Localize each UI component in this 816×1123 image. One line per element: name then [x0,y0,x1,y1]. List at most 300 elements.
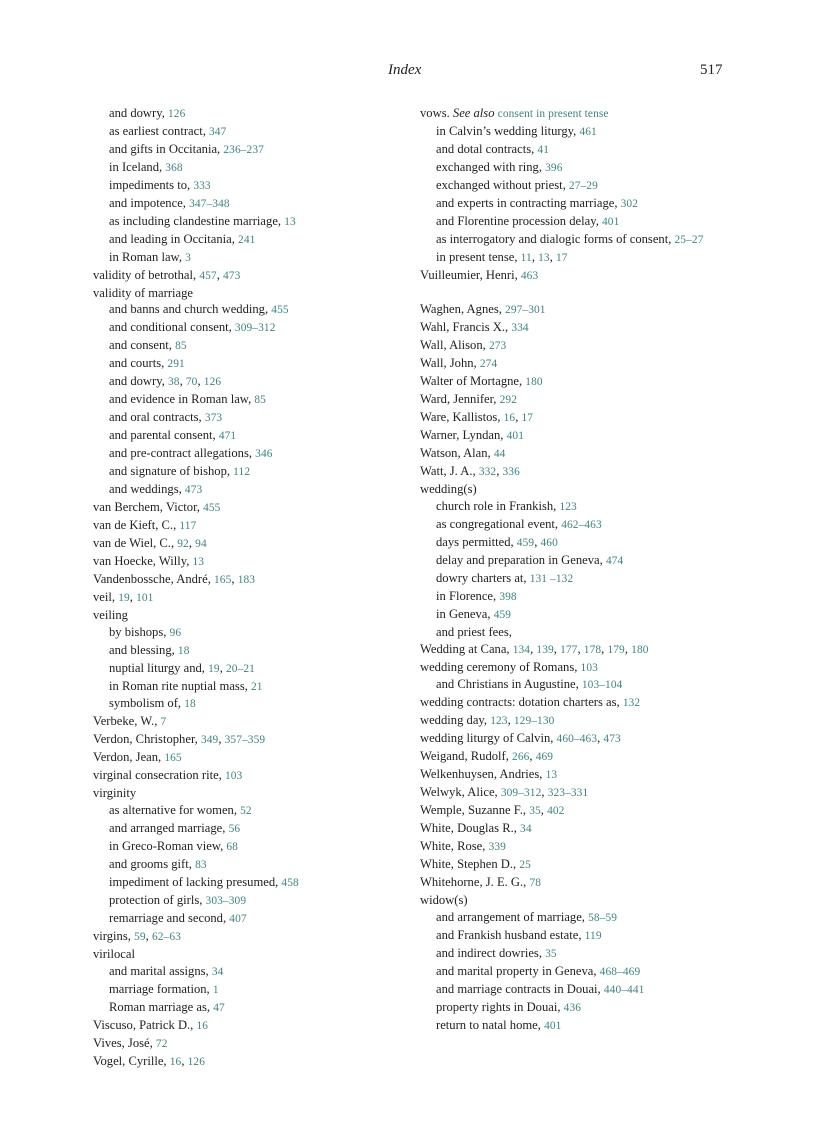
page-reference-link[interactable]: 68 [226,841,238,854]
page-reference-link[interactable]: 129–130 [513,715,555,728]
index-term: and signature of bishop, [109,464,234,479]
index-subentry: days permitted, 459, 460 [436,534,558,549]
index-term: Verbeke, W., [93,714,161,729]
page-reference-link[interactable]: 56 [228,823,241,836]
index-term: wedding(s) [420,482,477,496]
page-reference-link[interactable]: 21 [251,680,263,693]
index-term: exchanged with ring, [436,159,546,174]
page-reference-link[interactable]: 460 [540,536,558,549]
page-reference-link[interactable]: 468–469 [599,965,641,978]
index-entry: Vogel, Cyrille, 16, 126 [93,1053,206,1068]
page-reference-link[interactable]: 119 [584,929,602,942]
index-term: White, Douglas R., [420,821,521,836]
index-term: veil, [93,589,119,604]
index-term: Walter of Mortagne, [420,374,526,389]
index-term: and indirect dowries, [436,945,546,960]
index-term: White, Stephen D., [420,857,520,872]
page-reference-link[interactable]: 459 [516,536,535,549]
index-term: wedding day, [420,713,491,728]
index-term: Wahl, Francis X., [420,320,512,335]
index-subentry [93,301,413,319]
index-entry [420,874,730,892]
page-reference-link[interactable]: 126 [187,1055,206,1068]
page-reference-link[interactable]: 13 [284,215,296,228]
index-term: as alternative for women, [109,803,241,818]
page-reference-link[interactable]: 473 [603,733,621,746]
page-reference-link[interactable]: 103 [580,661,598,674]
page-reference-link[interactable]: 85 [254,394,266,407]
page-reference-link[interactable]: 455 [271,304,289,317]
index-subentry [93,355,413,373]
running-head-title: Index [388,62,422,78]
index-term: wedding liturgy of Calvin, [420,731,557,746]
page-reference-link[interactable]: 323–331 [547,787,589,800]
page-reference-link[interactable]: 473 [223,269,241,282]
index-term: and evidence in Roman law, [109,392,255,407]
page-reference-link[interactable]: 16 [196,1019,209,1032]
index-term: Waghen, Agnes, [420,302,506,317]
page-reference-link[interactable]: 241 [238,233,256,246]
index-entry: veil, 19, 101 [93,589,154,604]
index-term: in Calvin’s wedding liturgy, [436,123,580,138]
page-reference-link[interactable]: 85 [175,340,187,353]
index-entry [420,445,730,463]
index-entry [420,856,730,874]
page-reference-link[interactable]: 18 [184,698,196,711]
page-reference-link[interactable]: 459 [493,608,512,621]
index-term: Wall, John, [420,356,480,371]
page-reference-link[interactable]: 92 [177,537,189,550]
page-reference-link[interactable]: 357–359 [224,734,266,747]
index-subentry [93,802,413,820]
index-term: Welwyk, Alice, [420,785,501,800]
page-reference-link[interactable]: 25 [519,859,531,872]
page-reference-link[interactable]: 302 [620,197,639,210]
index-subentry [93,463,413,481]
page-reference-link[interactable]: 396 [545,161,563,174]
index-entry [93,785,413,802]
page-reference-link[interactable]: 401 [602,215,620,228]
page-reference-link[interactable]: 461 [579,125,597,138]
index-entry [420,659,730,677]
page-reference-link[interactable]: 11 [520,251,532,264]
page-reference-link[interactable]: 18 [177,644,190,657]
page-reference-link[interactable]: 134 [512,643,531,656]
page-reference-link[interactable]: 38 [168,376,180,389]
index-spacer [420,285,730,302]
page-reference-link[interactable]: 47 [213,1001,225,1014]
page-reference-link[interactable]: 72 [155,1037,168,1050]
page-reference-link[interactable]: 180 [525,376,543,389]
page-reference-link[interactable]: 458 [281,876,299,889]
index-term: dowry charters at, [436,570,530,585]
page-reference-link[interactable]: 474 [605,554,624,567]
index-term: as earliest contract, [109,123,209,138]
page-reference-link[interactable]: 179 [607,643,625,656]
page-reference-link[interactable]: 346 [255,448,273,461]
page-reference-link[interactable]: 165 [214,573,232,586]
page-reference-link[interactable]: 103 [224,770,243,783]
index-term: nuptial liturgy and, [109,660,209,675]
index-term: validity of betrothal, [93,267,200,282]
page-reference-link[interactable]: 19 [118,591,130,604]
index-entry [93,1017,413,1035]
index-subentry [420,963,730,981]
index-entry: wedding liturgy of Calvin, 460–463, 473 [420,731,621,746]
index-subentry [93,856,413,874]
index-term: impediment of lacking presumed, [109,874,282,889]
index-subentry [420,676,730,694]
index-term: church role in Frankish, [436,498,560,513]
index-subentry [93,999,413,1017]
index-entry [93,767,413,785]
index-term: van Hoecke, Willy, [93,553,193,568]
index-subentry [93,642,413,660]
index-entry [420,267,730,285]
page-reference-link[interactable]: 34 [520,823,532,836]
page-reference-link[interactable]: 274 [479,358,498,371]
index-entry [420,319,730,337]
index-subentry [93,337,413,355]
index-entry: van de Wiel, C., 92, 94 [93,535,207,550]
index-term: and parental consent, [109,428,219,443]
index-subentry [93,963,413,981]
page-reference-link[interactable]: 7 [160,716,167,729]
page-reference-link[interactable]: 334 [511,322,529,335]
index-term: and impotence, [109,195,190,210]
page-reference-link[interactable]: 52 [240,805,252,818]
index-term: in Florence, [436,588,500,603]
page-reference-link[interactable]: 16 [169,1055,182,1068]
index-term: and experts in contracting marriage, [436,195,621,210]
page-reference-link[interactable]: 462–463 [561,518,602,531]
index-term: van de Kieft, C., [93,517,180,532]
index-term: validity of marriage [93,285,194,300]
page-reference-link[interactable]: 123 [490,715,508,728]
index-entry: virgins, 59, 62–63 [93,928,181,943]
page-reference-link[interactable]: 297–301 [505,304,546,317]
index-term: Vogel, Cyrille, [93,1053,170,1068]
index-term: in Iceland, [109,159,166,174]
index-term: van de Wiel, C., [93,535,178,550]
index-entry [93,553,413,571]
page-reference-link[interactable]: 401 [544,1019,562,1032]
index-entry: Ware, Kallistos, 16, 17 [420,410,534,425]
index-subentry [420,231,730,249]
index-term: Wall, Alison, [420,338,489,353]
index-term: remarriage and second, [109,910,230,925]
index-entry [420,820,730,838]
index-entry: Vandenbossche, André, 165, 183 [93,571,256,586]
index-term: Wemple, Suzanne F., [420,803,530,818]
index-term: widow(s) [420,892,468,907]
index-subentry [420,195,730,213]
index-term: virilocal [93,946,135,961]
index-subentry [420,177,730,195]
page-reference-link[interactable]: 44 [493,448,506,461]
index-term: by bishops, [109,624,170,639]
page-reference-link[interactable]: 332 [478,466,497,479]
index-term: wedding ceremony of Romans, [420,659,581,674]
page-reference-link[interactable]: 16 [503,412,516,425]
page-reference-link[interactable]: 139 [536,643,554,656]
index-subentry [93,892,413,910]
index-subentry [93,427,413,445]
index-term: virginity [93,786,137,801]
page-reference-link[interactable]: 117 [179,519,197,532]
index-subentry [420,123,730,141]
page-reference-link[interactable]: 471 [218,430,237,443]
page-reference-link[interactable]: 407 [229,912,247,925]
index-term: and weddings, [109,482,185,497]
index-entry [420,427,730,445]
index-term: and courts, [109,356,168,371]
page-reference-link[interactable]: 126 [168,108,186,120]
index-term: and arranged marriage, [109,821,229,836]
index-entry [93,517,413,535]
page-reference-link[interactable]: 309–312 [500,787,542,800]
page-reference-link[interactable]: 180 [631,643,649,656]
page-reference-link[interactable]: 183 [237,573,256,586]
index-entry [93,946,413,963]
page-reference-link[interactable]: 123 [559,500,577,513]
page-reference-link[interactable]: 436 [563,1001,582,1014]
page-reference-link[interactable]: 27–29 [568,179,598,192]
page-reference-link[interactable]: 101 [136,591,154,604]
index-subentry [93,231,413,249]
index-term: impediments to, [109,177,194,192]
page-reference-link[interactable]: 236–237 [223,143,264,156]
index-subentry [93,409,413,427]
index-term: Wedding at Cana, [420,641,513,656]
index-entry [420,766,730,784]
index-term: return to natal home, [436,1017,545,1032]
page-reference-link[interactable]: 455 [203,501,221,514]
page-reference-link[interactable]: 13 [538,251,550,264]
index-term: Warner, Lyndan, [420,428,507,443]
page-reference-link[interactable]: 401 [506,430,524,443]
index-term: and Florentine procession delay, [436,213,603,228]
page-number: 517 [700,62,723,78]
index-term: Weigand, Rudolf, [420,749,513,764]
index-entry [420,481,730,498]
page-reference-link[interactable]: 83 [195,859,207,872]
index-entry [420,355,730,373]
index-entry [420,694,730,712]
page-reference-link[interactable]: 20–21 [226,662,255,675]
page-reference-link[interactable]: 398 [499,590,517,603]
index-term: in Geneva, [436,606,494,621]
index-subentry [420,498,730,516]
page-reference-link[interactable]: 457 [199,269,217,282]
index-term: and leading in Occitania, [109,231,239,246]
page-reference-link[interactable]: 402 [547,805,565,818]
page-reference-link[interactable]: 1 [212,983,219,996]
page-reference-link[interactable]: 35 [529,805,541,818]
index-entry [93,1035,413,1053]
index-term: Vuilleumier, Henri, [420,267,521,282]
page-reference-link[interactable]: 291 [167,358,185,371]
index-entry [420,337,730,355]
page-reference-link[interactable]: 62–63 [151,930,181,943]
page-reference-link[interactable]: 368 [165,161,183,174]
index-subentry: in present tense, 11, 13, 17 [436,249,568,264]
index-subentry [93,910,413,928]
page-reference-link[interactable]: 96 [169,626,182,639]
index-term: Whitehorne, J. E. G., [420,874,530,889]
index-subentry [93,695,413,713]
page-reference-link[interactable]: 266 [512,751,530,764]
index-subentry [93,195,413,213]
index-term: days permitted, [436,534,517,549]
page-reference-link[interactable]: 17 [556,251,568,264]
page-reference-link[interactable]: 460–463 [556,733,598,746]
index-term: White, Rose, [420,839,489,854]
index-entry [420,892,730,909]
page-reference-link[interactable]: 178 [583,643,602,656]
index-term: and conditional consent, [109,320,235,335]
index-subentry [420,606,730,624]
page-reference-link[interactable]: 112 [233,466,251,479]
index-subentry [93,445,413,463]
index-subentry [420,213,730,231]
page-reference-link[interactable]: 349 [200,734,219,747]
page-reference-link[interactable]: 94 [195,537,207,550]
index-subentry [93,213,413,231]
page-reference-link[interactable]: 78 [529,876,542,889]
page-reference-link[interactable]: 17 [521,412,534,425]
index-entry [420,301,730,319]
index-term: delay and preparation in Geneva, [436,552,606,567]
page-reference-link[interactable]: 41 [537,143,550,156]
page-reference-link[interactable]: 3 [185,251,191,264]
index-term: Ward, Jennifer, [420,392,500,407]
index-subentry [420,999,730,1017]
index-term: van Berchem, Victor, [93,499,204,514]
index-term: marriage formation, [109,981,213,996]
index-entry: Verdon, Christopher, 349, 357–359 [93,732,266,747]
index-entry [420,105,730,123]
index-entry: Wedding at Cana, 134, 139, 177, 178, 179, 180 [420,641,649,656]
page-reference-link[interactable]: 333 [193,179,211,192]
page-reference-link[interactable]: 126 [203,376,222,389]
page-reference-link[interactable]: 473 [184,484,203,497]
index-subentry [420,909,730,927]
index-entry: wedding day, 123, 129–130 [420,713,555,728]
page-reference-link[interactable]: 25–27 [674,233,704,246]
page-reference-link[interactable]: 469 [535,751,554,764]
page-reference-link[interactable]: 165 [164,752,182,765]
index-subentry: and dowry, 38, 70, 126 [109,374,222,389]
index-subentry [420,570,730,588]
index-entry [93,285,413,302]
index-subentry [93,838,413,856]
index-term: in present tense, [436,249,521,264]
page-reference-link[interactable]: 339 [488,841,506,854]
index-entry [93,607,413,624]
index-term: Vandenbossche, André, [93,571,215,586]
page-reference-link[interactable]: 347–348 [189,197,230,210]
index-term: and dowry, [109,106,168,120]
page-reference-link[interactable]: 13 [545,769,558,782]
page-reference-link[interactable]: 373 [204,412,223,425]
index-term: as interrogatory and dialogic forms of consent, [436,231,675,246]
page-reference-link[interactable]: 463 [520,269,539,282]
index-term: and marriage contracts in Douai, [436,981,604,996]
index-term: and blessing, [109,642,178,657]
index-term: and oral contracts, [109,410,205,425]
index-subentry: nuptial liturgy and, 19, 20–21 [109,660,255,675]
page-reference-link[interactable]: 19 [208,662,220,675]
cross-reference-link[interactable]: consent in present tense [497,108,609,120]
index-term: Watt, J. A., [420,464,479,479]
page-reference-link[interactable]: 132 [622,697,641,710]
index-term: Viscuso, Patrick D., [93,1017,197,1032]
index-subentry [420,516,730,534]
index-term: Watson, Alan, [420,446,494,461]
page-reference-link[interactable]: 440–441 [603,983,645,996]
page-reference-link[interactable]: 347 [209,125,227,138]
page-reference-link[interactable]: 309–312 [234,322,276,335]
page-reference-link[interactable]: 131 –132 [529,572,574,585]
index-term: exchanged without priest, [436,177,569,192]
page-reference-link[interactable]: 70 [185,376,198,389]
index-subentry [420,552,730,570]
index-term: Roman marriage as, [109,999,214,1014]
index-entry [93,713,413,731]
index-term: Verdon, Christopher, [93,732,201,747]
index-subentry [93,177,413,195]
index-term: and dotal contracts, [436,141,538,156]
index-term: protection of girls, [109,892,206,907]
page-reference-link[interactable]: 59 [134,930,146,943]
page-reference-link[interactable]: 273 [488,340,507,353]
index-term: as congregational event, [436,516,562,531]
index-term: and dowry, [109,374,168,389]
index-term: wedding contracts: dotation charters as, [420,695,623,710]
index-column-left [93,105,413,1070]
index-subentry [93,159,413,177]
index-term: and arrangement of marriage, [436,909,589,924]
index-subentry [420,1017,730,1035]
index-term: virgins, [93,928,135,943]
index-subentry [93,249,413,267]
page-reference-link[interactable]: 35 [545,947,557,960]
running-head [0,62,816,82]
index-subentry [420,927,730,945]
page-reference-link[interactable]: 13 [192,555,205,568]
page-reference-link[interactable]: 177 [560,643,578,656]
index-term: and priest fees, [436,624,512,639]
index-subentry [420,141,730,159]
index-entry [420,373,730,391]
page-reference-link[interactable]: 336 [502,466,520,479]
page-reference-link[interactable]: 58–59 [588,911,618,924]
index-term: and pre-contract allegations, [109,446,256,461]
page-reference-link[interactable]: 292 [499,394,517,407]
page-reference-link[interactable]: 303–309 [205,894,247,907]
index-subentry [420,945,730,963]
index-entry [420,838,730,856]
page-reference-link[interactable]: 103–104 [581,679,623,692]
index-subentry [420,588,730,606]
page-reference-link[interactable]: 34 [211,965,224,978]
index-subentry [420,159,730,177]
index-entry [420,391,730,409]
index-subentry [93,105,413,123]
index-term: virginal consecration rite, [93,768,225,783]
index-term: Verdon, Jean, [93,750,165,765]
